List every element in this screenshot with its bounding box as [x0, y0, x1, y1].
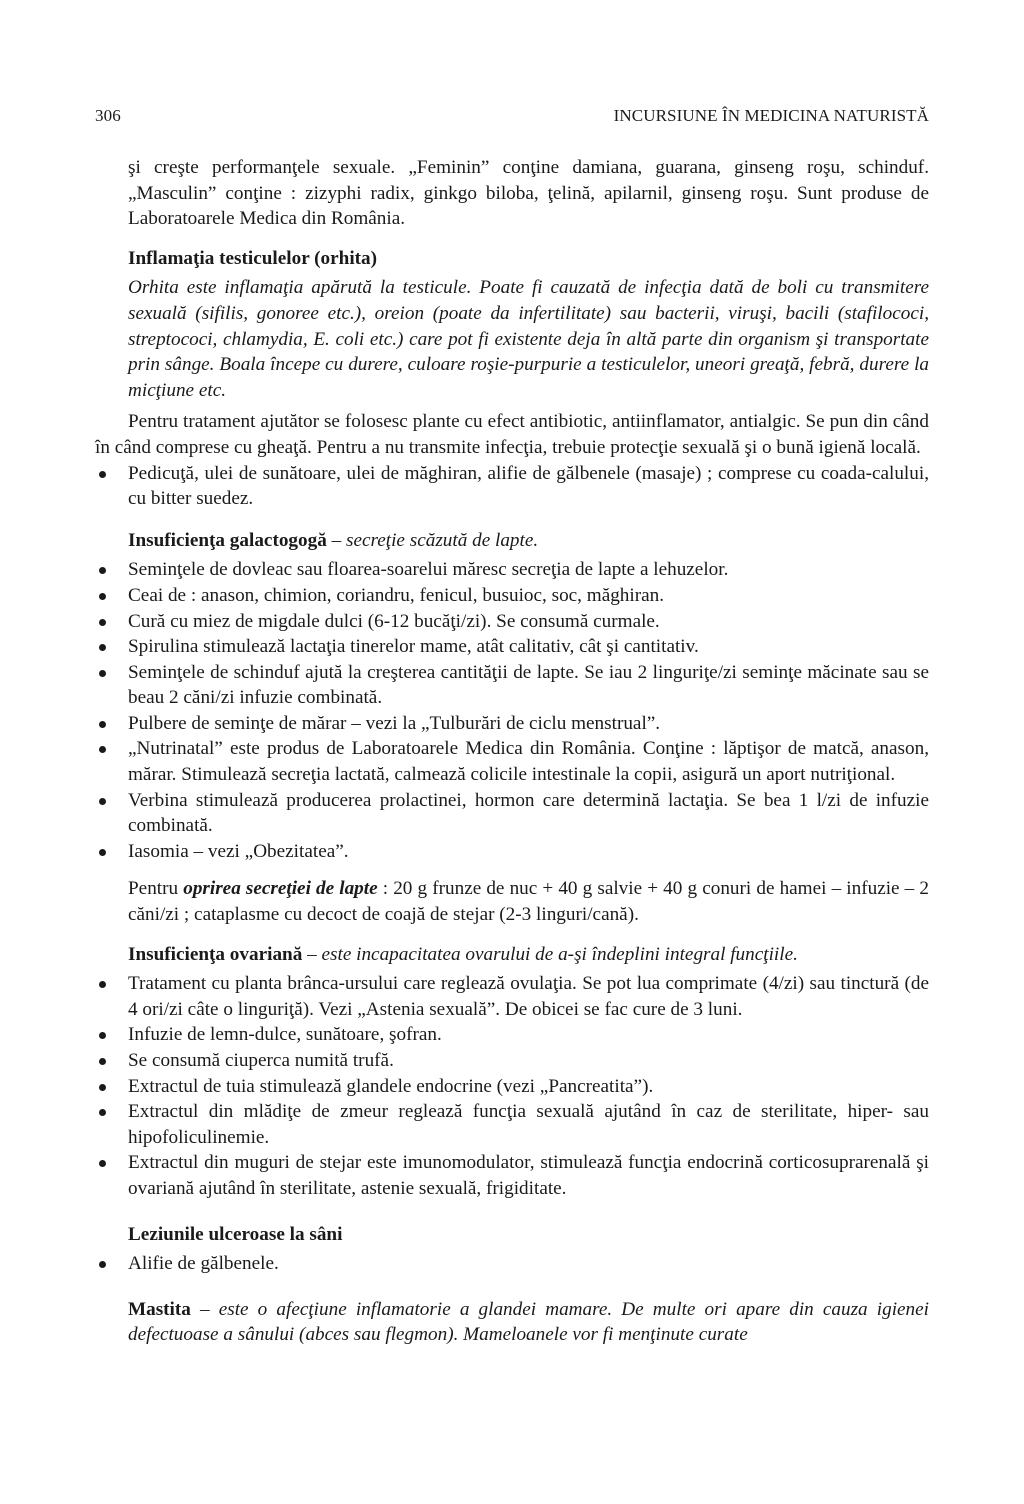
bullet-icon — [99, 1084, 106, 1091]
list-item: „Nutrinatal” este produs de Laboratoarele Medica din România. Conţine : lăptişor de matcă, anason, mărar. Stimulează secreţia lactată, calmează colicile intestinale la copii, asigură un aport nutriţional. — [128, 736, 929, 787]
section-subtitle: este o afecţiune inflamatorie a glandei mamare. De multe ori apare din cauza igienei defectuoase a sânului (abces sau flegmon). Mameloanele vor fi menţinute curate — [128, 1298, 929, 1346]
list-item: Seminţele de dovleac sau floarea-soarelui măresc secreţia de lapte a lehuzelor. — [128, 557, 929, 583]
bullet-icon — [99, 849, 106, 856]
list-item: Iasomia – vezi „Obezitatea”. — [128, 839, 929, 865]
section-title: Inflamaţia testiculelor (orhita) — [128, 247, 378, 269]
list-item: Spirulina stimulează lactaţia tinerelor mame, atât calitativ, cât şi cantitativ. — [128, 634, 929, 660]
list-item: Se consumă ciuperca numită trufă. — [128, 1048, 929, 1074]
bullet-list — [128, 1251, 929, 1277]
stop-lactation-note: Pentru oprirea secreţiei de lapte : 20 g frunze de nuc + 40 g salvie + 40 g conuri de hamei – infuzie – 2 căni/zi ; cataplasme cu decoct de coajă de stejar (2-3 linguri/cană). — [128, 878, 929, 926]
page-number: 306 — [95, 106, 121, 125]
bullet-icon — [99, 1058, 106, 1065]
bullet-icon — [99, 981, 106, 988]
list-item: Tratament cu planta brânca-ursului care reglează ovulaţia. Se pot lua comprimate (4/zi) sau tinctură (de 4 ori/zi câte o linguriţă). Vezi „Astenia sexuală”. De obicei se fac cure de 3 luni. — [128, 971, 929, 1022]
bullet-icon — [99, 593, 106, 600]
bullet-icon — [99, 1109, 106, 1116]
bullet-icon — [99, 670, 106, 677]
list-item: Ceai de : anason, chimion, coriandru, fenicul, busuioc, soc, măghiran. — [128, 583, 929, 609]
bullet-icon — [99, 1032, 106, 1039]
bullet-list — [128, 557, 929, 864]
bullet-icon — [99, 746, 106, 753]
section-mastita — [128, 1297, 929, 1348]
note-emphasis: oprirea secreţiei de lapte — [183, 878, 378, 900]
list-item: Alifie de gălbenele. — [128, 1251, 929, 1277]
running-title: INCURSIUNE ÎN MEDICINA NATURISTĂ — [613, 106, 929, 125]
bullet-icon — [99, 1160, 106, 1167]
list-item: Pulbere de seminţe de mărar – vezi la „Tulburări de ciclu menstrual”. — [128, 711, 929, 737]
section-heading: Insuficienţa ovariană – este incapacitatea ovarului de a-şi îndeplini integral funcţiile. — [128, 943, 798, 965]
bullet-list — [128, 461, 929, 512]
list-item: Pedicuţă, ulei de sunătoare, ulei de măghiran, alifie de gălbenele (masaje) ; comprese cu coada-calului, cu bitter suedez. — [128, 461, 929, 512]
bullet-icon — [99, 1261, 106, 1268]
list-item: Infuzie de lemn-dulce, sunătoare, şofran. — [128, 1022, 929, 1048]
page-header — [95, 106, 929, 132]
bullet-icon — [99, 619, 106, 626]
section-insuficienta-galactogoga — [128, 528, 929, 928]
section-title: Mastita — [128, 1298, 191, 1320]
bullet-list — [128, 971, 929, 1201]
bullet-icon — [99, 567, 106, 574]
bullet-icon — [99, 721, 106, 728]
list-item: Extractul de tuia stimulează glandele endocrine (vezi „Pancreatita”). — [128, 1074, 929, 1100]
section-title: Leziunile ulceroase la sâni — [128, 1223, 343, 1245]
bullet-icon — [99, 644, 106, 651]
section-heading: Insuficienţa galactogogă – secreţie scăzută de lapte. — [128, 529, 539, 551]
list-item: Cură cu miez de migdale dulci (6-12 bucăţi/zi). Se consumă curmale. — [128, 609, 929, 635]
list-item: Seminţele de schinduf ajută la creşterea cantităţii de lapte. Se iau 2 linguriţe/zi seminţe măcinate sau se beau 2 căni/zi infuzie combinată. — [128, 660, 929, 711]
page-content — [95, 155, 929, 1348]
section-title: Insuficienţa galactogogă — [128, 529, 327, 551]
section-orhita — [95, 246, 929, 512]
treatment-paragraph: Pentru tratament ajutător se folosesc plante cu efect antibiotic, antiinflamator, antialgic. Se pun din când în când comprese cu gheaţă. Pentru a nu transmite infecţia, trebuie protecţie sexuală şi o bună igienă locală. — [95, 411, 929, 458]
intro-paragraph: şi creşte performanţele sexuale. „Feminin” conţine damiana, guarana, ginseng roşu, schinduf. „Masculin” conţine : zizyphi radix, ginkgo biloba, ţelină, apilarnil, ginseng roşu. Sunt produse de Laboratoarele Medica din România. — [128, 157, 929, 230]
section-subtitle: este incapacitatea ovarului de a-şi îndeplini integral funcţiile. — [321, 943, 798, 965]
bullet-icon — [99, 798, 106, 805]
section-leziuni-ulceroase — [128, 1222, 929, 1277]
list-item: Verbina stimulează producerea prolactinei, hormon care determină lactaţia. Se bea 1 l/zi de infuzie combinată. — [128, 788, 929, 839]
section-subtitle: secreţie scăzută de lapte. — [346, 529, 539, 551]
section-heading: Mastita – este o afecţiune inflamatorie a glandei mamare. De multe ori apare din cauza igienei defectuoase a sânului (abces sau flegmon). Mameloanele vor fi menţinute curate — [128, 1298, 929, 1346]
list-item: Extractul din mlădiţe de zmeur reglează funcţia sexuală ajutând în caz de sterilitate, hiper- sau hipofoliculinemie. — [128, 1099, 929, 1150]
section-title: Insuficienţa ovariană — [128, 943, 303, 965]
section-insuficienta-ovariana — [128, 942, 929, 1202]
section-description: Orhita este inflamaţia apărută la testicule. Poate fi cauzată de infecţia dată de boli cu transmitere sexuală (sifilis, gonoree etc.), oreion (poate da infertilitate) sau bacterii, viruşi, bacili (stafilococi, streptococi, chlamydia, E. coli etc.) care pot fi existente deja în altă parte din organism şi transportate prin sânge. Boala începe cu durere, culoare roşie-purpurie a testiculelor, uneori greaţă, febră, durere la micţiune etc. — [128, 277, 929, 401]
list-item: Extractul din muguri de stejar este imunomodulator, stimulează funcţia endocrină corticosuprarenală şi ovariană ajutând în sterilitate, astenie sexuală, frigiditate. — [128, 1150, 929, 1201]
bullet-icon — [99, 471, 106, 478]
